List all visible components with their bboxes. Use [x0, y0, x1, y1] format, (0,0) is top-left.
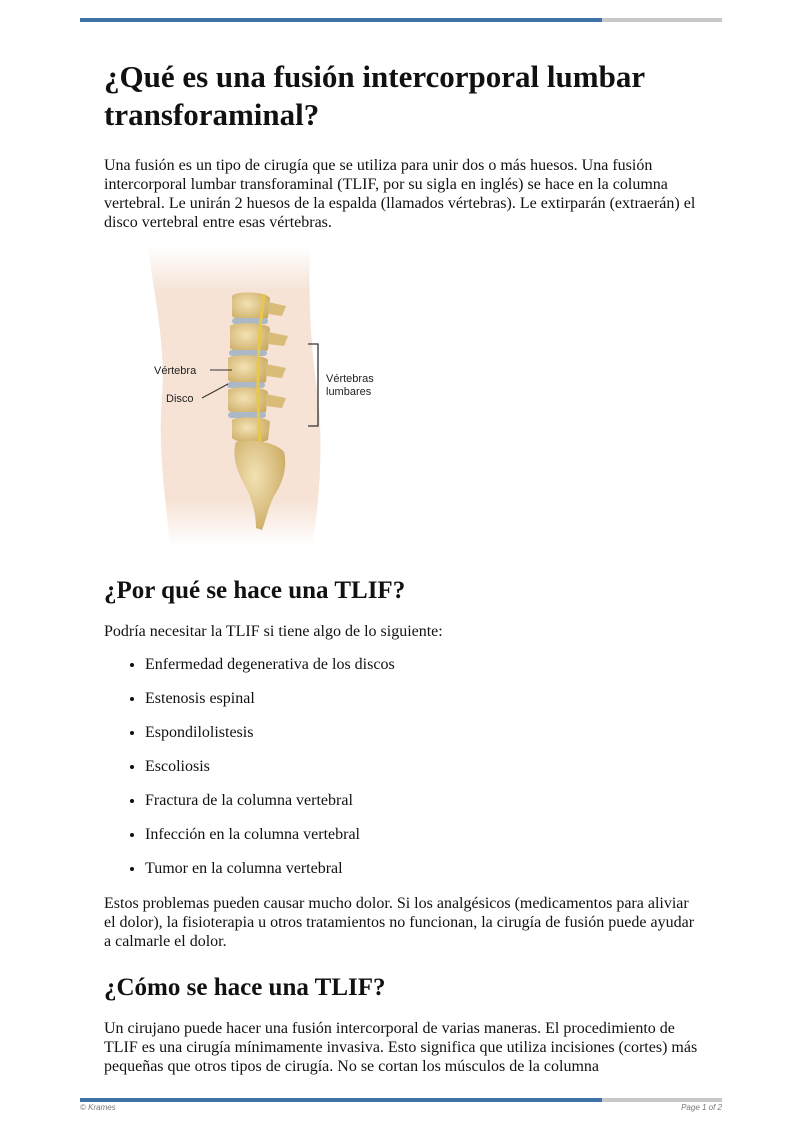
conditions-list	[104, 655, 700, 878]
how-paragraph: Un cirujano puede hacer una fusión intercorporal de varias maneras. El procedimiento de TLIF es una cirugía mínimamente invasiva. Esto significa que utiliza incisiones (cortes) más pequeñas que otros tipos de cirugía. No se cortan los músculos de la columna	[104, 1020, 698, 1075]
heading-why: ¿Por qué se hace una TLIF?	[104, 577, 406, 604]
list-item: • Tumor en la columna vertebral	[145, 859, 700, 878]
header-rule	[80, 18, 722, 22]
list-item: • Fractura de la columna vertebral	[145, 791, 700, 810]
why-closing: Estos problemas pueden causar mucho dolor. Si los analgésicos (medicamentos para aliviar el dolor), la fisioterapia u otros tratamientos no funcionan, la cirugía de fusión puede ayudar a calmarle el dolor.	[104, 895, 695, 950]
document-body	[104, 58, 700, 1090]
page-title: ¿Qué es una fusión intercorporal lumbar transforaminal?	[104, 59, 645, 132]
footer-page-number: Page 1 of 2	[681, 1103, 722, 1112]
spine-illustration	[140, 246, 450, 546]
footer-rule	[80, 1098, 722, 1102]
list-item: • Espondilolistesis	[145, 723, 700, 742]
label-lumbar-2: lumbares	[326, 386, 372, 398]
spine-illustration-svg	[140, 246, 450, 546]
label-vertebra: Vértebra	[154, 365, 197, 377]
list-item: • Infección en la columna vertebral	[145, 825, 700, 844]
footer-rule-accent	[80, 1098, 602, 1102]
footer-copyright: © Krames	[80, 1103, 116, 1112]
list-item: • Escoliosis	[145, 757, 700, 776]
list-item: • Enfermedad degenerativa de los discos	[145, 655, 700, 674]
heading-how: ¿Cómo se hace una TLIF?	[104, 974, 386, 1001]
label-lumbar-1: Vértebras	[326, 373, 374, 385]
header-rule-accent	[80, 18, 602, 22]
list-item: • Estenosis espinal	[145, 689, 700, 708]
label-disco: Disco	[166, 393, 194, 405]
intro-paragraph: Una fusión es un tipo de cirugía que se utiliza para unir dos o más huesos. Una fusión intercorporal lumbar transforaminal (TLIF, por su sigla en inglés) se hace en la columna vertebral. Le unirán 2 huesos de la espalda (llamados vértebras). Le extirparán (extraerán) el disco vertebral entre esas vértebras.	[104, 157, 696, 231]
why-lead: Podría necesitar la TLIF si tiene algo de lo siguiente:	[104, 623, 443, 640]
